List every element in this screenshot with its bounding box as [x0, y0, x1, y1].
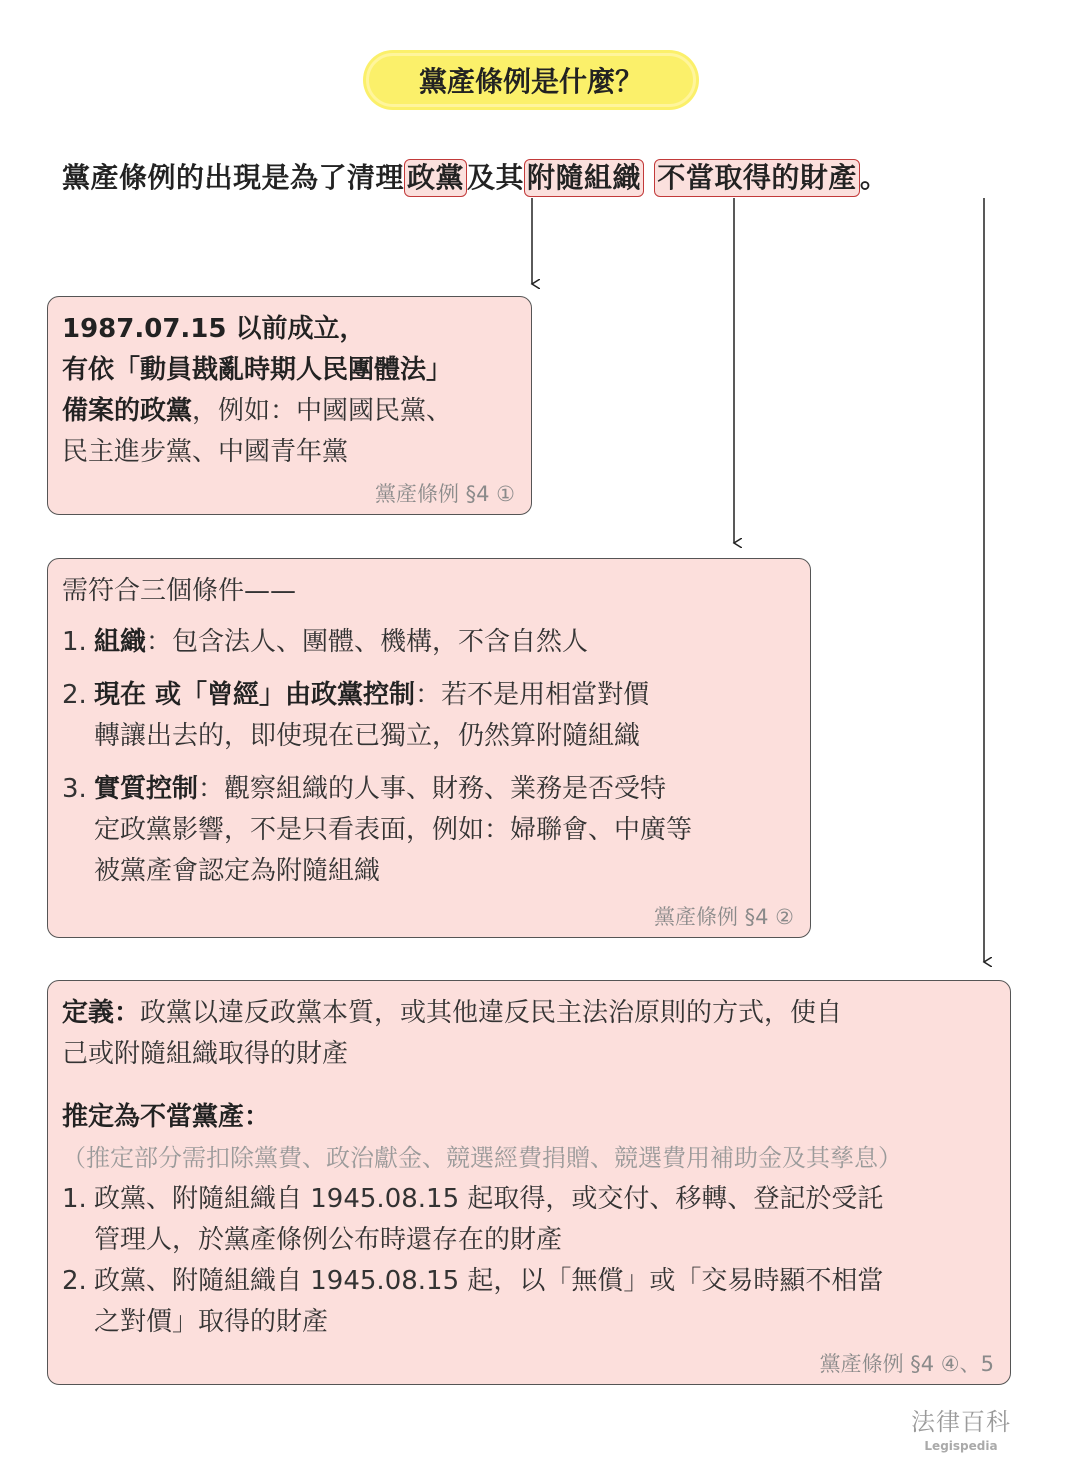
legispedia-logo: [896, 1402, 1026, 1453]
box1-line4: 民主進步黨、中國青年黨: [62, 437, 349, 467]
lead-mid: 及其: [467, 161, 525, 194]
citation: 黨產條例 §4 ④、5: [819, 1352, 994, 1376]
lead-end: 。: [859, 161, 889, 194]
definition: 定義：政黨以違反政黨本質，或其他違反民主法治原則的方式，使自 己或附隨組織取得的財產: [62, 998, 843, 1069]
box1-line1: 1987.07.15 以前成立，: [62, 314, 366, 344]
condition-item: 3. 實質控制：觀察組織的人事、財務、業務是否受特 定政黨影響，不是只看表面，例如：婦聯會、中廣等 被黨產會認定為附隨組織: [62, 774, 693, 886]
condition-item: 2. 現在 或「曾經」由政黨控制：若不是用相當對價 轉讓出去的，即使現在已獨立，仍然算附隨組織: [62, 680, 650, 751]
party-definition-box: [47, 296, 532, 515]
lead-prefix: 黨產條例的出現是為了清理: [62, 161, 405, 194]
improper-assets-box: [47, 980, 1011, 1385]
box2-intro: 需符合三個條件——: [62, 576, 297, 606]
box1-line2: 有依「動員戡亂時期人民團體法」: [62, 355, 453, 385]
box1-line3: 備案的政黨，例如：中國國民黨、: [62, 396, 453, 426]
deduction-note: （推定部分需扣除黨費、政治獻金、競選經費捐贈、競選費用補助金及其孳息）: [62, 1144, 902, 1172]
citation: 黨產條例 §4 ①: [374, 482, 515, 506]
highlight-improper-assets: 不當取得的財產: [654, 159, 860, 197]
presumption-item: 1. 政黨、附隨組織自 1945.08.15 起取得，或交付、移轉、登記於受託 管理人，於黨產條例公布時還存在的財產: [62, 1184, 884, 1255]
logo-chinese: 法律百科: [911, 1408, 1011, 1436]
page-title: 黨產條例是什麼？: [366, 53, 696, 107]
presumption-item: 2. 政黨、附隨組織自 1945.08.15 起，以「無償」或「交易時顯不相當 之對價」取得的財產: [62, 1266, 884, 1337]
highlight-party: 政黨: [404, 159, 467, 197]
citation: 黨產條例 §4 ②: [653, 905, 794, 929]
condition-item: 1. 組織：包含法人、團體、機構，不含自然人: [62, 627, 589, 657]
highlight-affiliate: 附隨組織: [524, 159, 644, 197]
presumption-heading: 推定為不當黨產：: [62, 1102, 271, 1132]
logo-english: Legispedia: [924, 1439, 998, 1453]
affiliate-definition-box: [47, 558, 811, 938]
